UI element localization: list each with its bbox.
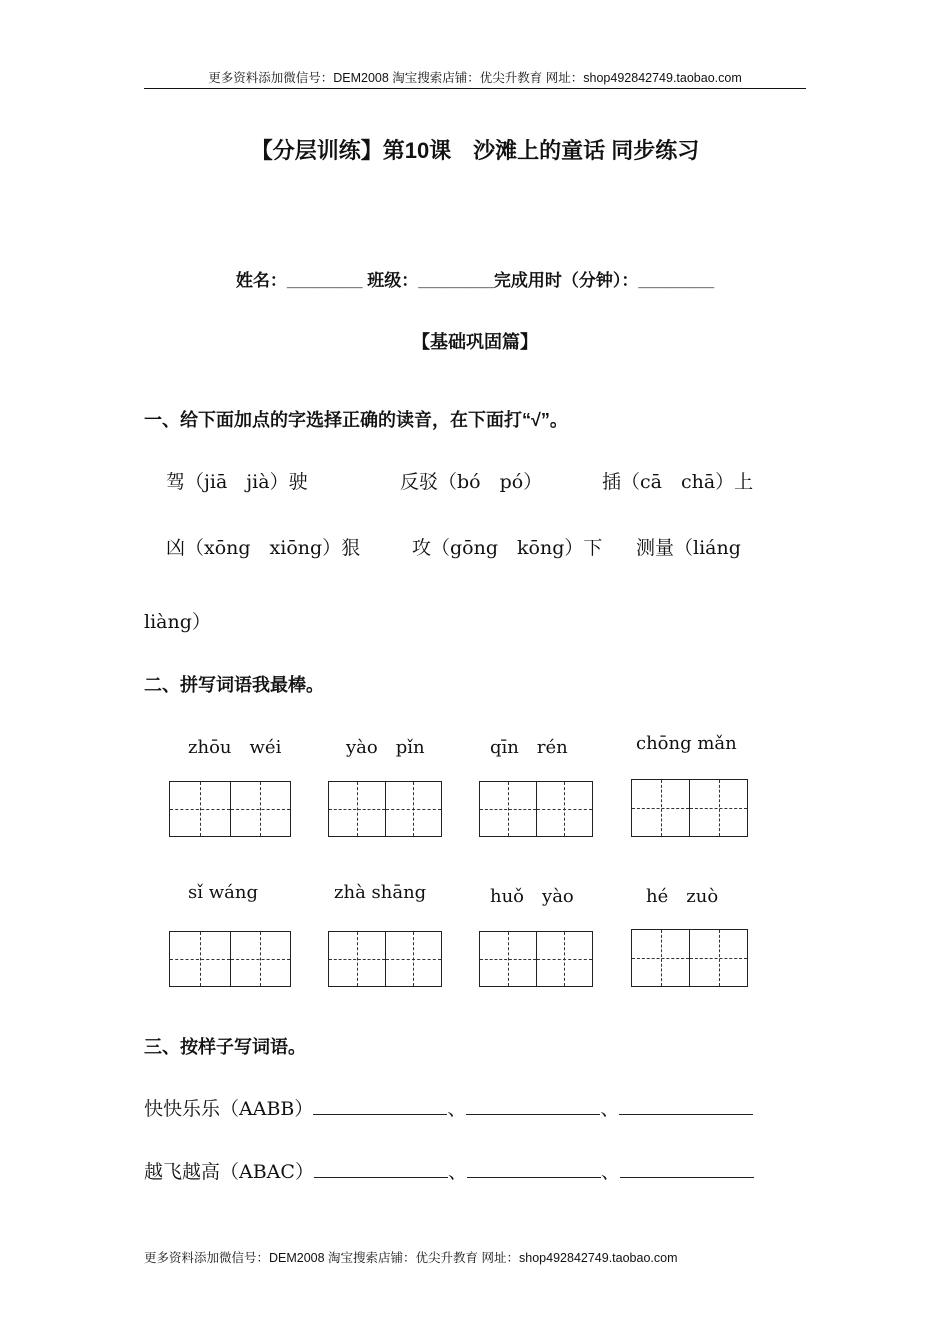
pinyin-label: huǒ yào [490,886,574,907]
writing-grid[interactable] [328,781,442,837]
answer-blank[interactable] [466,1096,600,1115]
answer-blank[interactable] [314,1159,448,1178]
pinyin-label: zhà shāng [334,882,427,903]
fill-row-aabb [144,1094,753,1121]
pinyin-label: hé zuò [646,886,719,907]
pinyin-label: sǐ wáng [188,882,258,903]
page-footer: 更多资料添加微信号：DEM2008 淘宝搜索店铺：优尖升教育 网址：shop492842749.taobao.com [144,1251,678,1265]
separator: 、 [600,1161,620,1183]
answer-blank[interactable] [467,1159,601,1178]
question-3-heading: 三、按样子写词语。 [144,1037,306,1057]
reading-item: 反驳（bó pó） [400,471,543,493]
separator: 、 [600,1098,620,1120]
pattern-example: 越飞越高（ABAC） [144,1161,314,1183]
writing-grid[interactable] [631,779,748,837]
writing-grid[interactable] [169,931,291,987]
student-info-line: 姓名：________ 班级：________完成用时（分钟）：________ [235,271,715,290]
writing-grid[interactable] [479,931,593,987]
reading-item: 插（cā chā）上 [602,471,754,493]
question-2-heading: 二、拼写词语我最棒。 [144,675,324,695]
writing-grid[interactable] [328,931,442,987]
pattern-example: 快快乐乐（AABB） [144,1098,314,1120]
page-title: 【分层训练】第10课 沙滩上的童话 同步练习 [250,138,700,163]
reading-item: liàng） [144,611,211,633]
reading-item: 驾（jiā jià）驶 [166,471,308,493]
page-header: 更多资料添加微信号：DEM2008 淘宝搜索店铺：优尖升教育 网址：shop492842749.taobao.com [208,71,742,85]
separator: 、 [447,1161,467,1183]
section-heading: 【基础巩固篇】 [412,332,538,352]
writing-grid[interactable] [169,781,291,837]
separator: 、 [447,1098,467,1120]
question-1-heading: 一、给下面加点的字选择正确的读音，在下面打“√”。 [144,410,568,430]
fill-row-abac [144,1157,754,1184]
reading-item: 攻（gōng kōng）下 [412,537,603,559]
answer-blank[interactable] [619,1096,753,1115]
reading-item: 凶（xōng xiōng）狠 [166,537,361,559]
writing-grid[interactable] [479,781,593,837]
header-divider [144,88,806,89]
reading-item: 测量（liáng [636,537,741,559]
answer-blank[interactable] [313,1096,447,1115]
pinyin-label: qīn rén [490,737,568,758]
pinyin-label: yào pǐn [346,737,425,758]
answer-blank[interactable] [620,1159,754,1178]
pinyin-label: chōng mǎn [636,733,737,754]
pinyin-label: zhōu wéi [188,737,282,758]
writing-grid[interactable] [631,929,748,987]
